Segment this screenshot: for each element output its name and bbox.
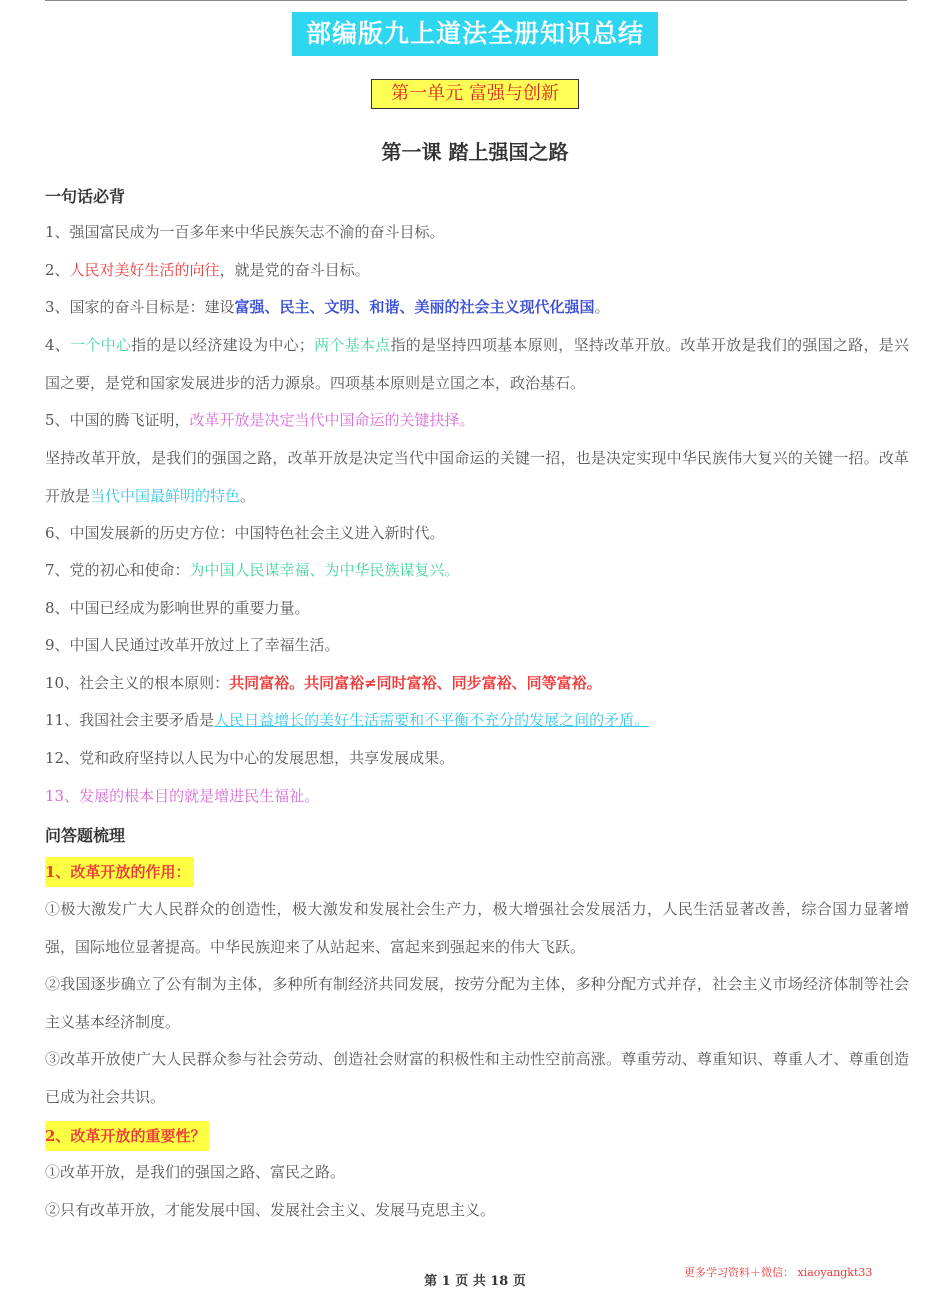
section-heading-recite: 一句话必背 bbox=[45, 187, 126, 206]
document-title: 部编版九上道法全册知识总结 bbox=[292, 12, 658, 56]
point-4-mid: 指的是以经济建设为中心； bbox=[131, 336, 314, 354]
top-rule bbox=[45, 0, 907, 1]
section-heading-qa: 问答题梳理 bbox=[45, 826, 126, 845]
point-10 bbox=[45, 665, 909, 703]
question-2-answer-1: ①改革开放，是我们的强国之路、富民之路。 bbox=[45, 1163, 346, 1181]
question-2-heading: 2、改革开放的重要性？ bbox=[45, 1121, 209, 1151]
point-5-pre: 5、中国的腾飞证明， bbox=[45, 411, 190, 429]
question-1-answer-1: ①极大激发广大人民群众的创造性，极大激发和发展社会生产力，极大增强社会发展活力，人民生活显著改善，综合国力显著增强，国际地位显著提高。中华民族迎来了从站起来、富起来到强起来的伟大飞跃。 bbox=[45, 900, 909, 956]
point-11 bbox=[45, 702, 909, 740]
point-8: 8、中国已经成为影响世界的重要力量。 bbox=[45, 599, 310, 617]
unit-title: 第一单元 富强与创新 bbox=[371, 79, 579, 109]
point-4-highlight-2: 两个基本点 bbox=[313, 336, 391, 354]
point-3-pre: 3、国家的奋斗目标是：建设 bbox=[45, 298, 235, 316]
point-4-highlight-1: 一个中心 bbox=[70, 336, 132, 354]
point-2-highlight: 人民对美好生活的向往 bbox=[69, 261, 220, 279]
point-11-highlight: 人民日益增长的美好生活需要和不平衡不充分的发展之间的矛盾。 bbox=[214, 711, 650, 729]
point-13-num: 13、 bbox=[45, 787, 80, 805]
point-3 bbox=[45, 289, 909, 327]
point-1: 1、强国富民成为一百多年来中华民族矢志不渝的奋斗目标。 bbox=[45, 223, 445, 241]
question-1-answer-2: ②我国逐步确立了公有制为主体，多种所有制经济共同发展，按劳分配为主体，多种分配方式并存，社会主义市场经济体制等社会主义基本经济制度。 bbox=[45, 975, 909, 1031]
question-1-heading: 1、改革开放的作用： bbox=[45, 857, 194, 887]
point-2-rest: ，就是党的奋斗目标。 bbox=[219, 261, 370, 279]
question-2-answer-2: ②只有改革开放，才能发展中国、发展社会主义、发展马克思主义。 bbox=[45, 1201, 496, 1219]
point-5-extra-pre: 坚持改革开放，是我们的强国之路，改革开放是决定当代中国命运的关键一招，也是决定实现中华民族伟大复兴的关键一招。改革开放是 bbox=[45, 449, 909, 505]
footer-note: 更多学习资料＋微信： xiaoyangkt33 bbox=[684, 1266, 873, 1279]
point-7-pre: 7、党的初心和使命： bbox=[45, 561, 190, 579]
page-number: 第 1 页 共 18 页 bbox=[424, 1274, 526, 1289]
point-13-highlight: 发展的根本目的就是增进民生福祉。 bbox=[79, 787, 320, 805]
lesson-title: 第一课 踏上强国之路 bbox=[381, 140, 569, 164]
point-5-extra-highlight: 当代中国最鲜明的特色 bbox=[90, 486, 241, 505]
point-10-pre: 10、社会主义的根本原则： bbox=[45, 674, 230, 692]
point-3-end: 。 bbox=[594, 298, 610, 316]
point-4-rest: 指的是坚持四项基本原则，坚持改革开放。改革开放是我们的强国之路，是兴国之要，是党和国家发展进步的活力源泉。四项基本原则是立国之本，政治基石。 bbox=[45, 336, 909, 392]
point-5-extra-end: 。 bbox=[240, 486, 256, 505]
point-9: 9、中国人民通过改革开放过上了幸福生活。 bbox=[45, 636, 340, 654]
point-5 bbox=[45, 402, 909, 440]
point-13 bbox=[45, 778, 909, 816]
point-5-extra bbox=[45, 440, 909, 515]
point-12: 12、党和政府坚持以人民为中心的发展思想，共享发展成果。 bbox=[45, 749, 455, 767]
point-5-highlight: 改革开放是决定当代中国命运的关键抉择。 bbox=[189, 411, 475, 429]
point-6: 6、中国发展新的历史方位：中国特色社会主义进入新时代。 bbox=[45, 524, 445, 542]
point-10-highlight: 共同富裕。共同富裕≠同时富裕、同步富裕、同等富裕。 bbox=[229, 674, 602, 692]
question-1-answer-3: ③改革开放使广大人民群众参与社会劳动、创造社会财富的积极性和主动性空前高涨。尊重劳动、尊重知识、尊重人才、尊重创造已成为社会共识。 bbox=[45, 1050, 909, 1106]
point-11-pre: 11、我国社会主要矛盾是 bbox=[45, 711, 215, 729]
point-4 bbox=[45, 327, 909, 402]
point-7-highlight: 为中国人民谋幸福、为中华民族谋复兴。 bbox=[189, 561, 460, 579]
point-3-highlight: 富强、民主、文明、和谐、美丽的社会主义现代化强国 bbox=[234, 298, 595, 316]
point-2 bbox=[45, 252, 909, 290]
point-2-num: 2、 bbox=[45, 261, 70, 279]
point-7 bbox=[45, 552, 909, 590]
point-4-num: 4、 bbox=[45, 336, 71, 354]
